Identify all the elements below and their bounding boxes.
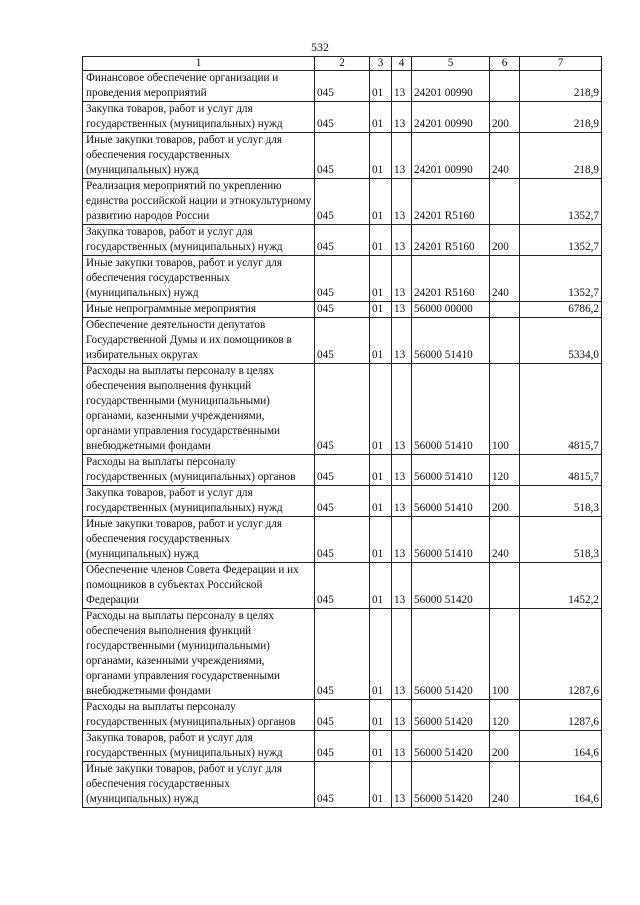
expense-type-cell	[490, 302, 520, 318]
subsection-code-cell: 13	[392, 256, 412, 302]
section-code-cell: 01	[370, 455, 392, 486]
target-item-cell: 24201 00990	[412, 133, 490, 179]
ministry-code-cell: 045	[315, 609, 370, 700]
amount-cell: 4815,7	[520, 364, 602, 455]
budget-table	[82, 56, 602, 808]
expense-name-cell: Расходы на выплаты персоналу в целях обеспечения выполнения функций государственными (муниципальными) органами, казенными учреждениями, органами управления государственными внебюджетными фондами	[83, 609, 315, 700]
ministry-code-cell: 045	[315, 762, 370, 808]
target-item-cell: 24201 00990	[412, 102, 490, 133]
subsection-code-cell: 13	[392, 455, 412, 486]
subsection-code-cell: 13	[392, 486, 412, 517]
expense-name-cell: Закупка товаров, работ и услуг для государственных (муниципальных) нужд	[83, 486, 315, 517]
expense-type-cell	[490, 318, 520, 364]
ministry-code-cell: 045	[315, 731, 370, 762]
target-item-cell: 24201 00990	[412, 71, 490, 102]
expense-name-cell: Иные закупки товаров, работ и услуг для обеспечения государственных (муниципальных) нужд	[83, 517, 315, 563]
subsection-code-cell: 13	[392, 133, 412, 179]
header-col-4: 4	[392, 57, 412, 71]
expense-name-cell: Закупка товаров, работ и услуг для государственных (муниципальных) нужд	[83, 102, 315, 133]
table-row	[83, 102, 602, 133]
target-item-cell: 56000 51410	[412, 455, 490, 486]
section-code-cell: 01	[370, 563, 392, 609]
subsection-code-cell: 13	[392, 302, 412, 318]
expense-name-cell: Обеспечение деятельности депутатов Государственной Думы и их помощников в избирательных округах	[83, 318, 315, 364]
amount-cell: 1352,7	[520, 256, 602, 302]
target-item-cell: 56000 51420	[412, 762, 490, 808]
target-item-cell: 56000 51410	[412, 517, 490, 563]
expense-type-cell: 240	[490, 517, 520, 563]
amount-cell: 4815,7	[520, 455, 602, 486]
ministry-code-cell: 045	[315, 700, 370, 731]
table-row	[83, 302, 602, 318]
target-item-cell: 24201 R5160	[412, 256, 490, 302]
expense-name-cell: Реализация мероприятий по укреплению единства российской нации и этнокультурному развитию народов России	[83, 179, 315, 225]
header-col-6: 6	[490, 57, 520, 71]
header-col-7: 7	[520, 57, 602, 71]
section-code-cell: 01	[370, 102, 392, 133]
amount-cell: 1452,2	[520, 563, 602, 609]
table-row	[83, 700, 602, 731]
target-item-cell: 56000 51410	[412, 486, 490, 517]
ministry-code-cell: 045	[315, 133, 370, 179]
header-row	[83, 57, 602, 71]
ministry-code-cell: 045	[315, 179, 370, 225]
expense-name-cell: Обеспечение членов Совета Федерации и их помощников в субъектах Российской Федерации	[83, 563, 315, 609]
expense-type-cell: 240	[490, 256, 520, 302]
table-row	[83, 71, 602, 102]
table-row	[83, 318, 602, 364]
section-code-cell: 01	[370, 517, 392, 563]
subsection-code-cell: 13	[392, 364, 412, 455]
expense-type-cell: 100	[490, 609, 520, 700]
section-code-cell: 01	[370, 71, 392, 102]
subsection-code-cell: 13	[392, 179, 412, 225]
amount-cell: 1287,6	[520, 609, 602, 700]
target-item-cell: 56000 51410	[412, 364, 490, 455]
expense-name-cell: Иные непрограммные мероприятия	[83, 302, 315, 318]
amount-cell: 1287,6	[520, 700, 602, 731]
table-row	[83, 486, 602, 517]
table-row	[83, 563, 602, 609]
expense-type-cell	[490, 563, 520, 609]
ministry-code-cell: 045	[315, 102, 370, 133]
ministry-code-cell: 045	[315, 563, 370, 609]
section-code-cell: 01	[370, 364, 392, 455]
subsection-code-cell: 13	[392, 318, 412, 364]
header-col-5: 5	[412, 57, 490, 71]
section-code-cell: 01	[370, 318, 392, 364]
target-item-cell: 24201 R5160	[412, 179, 490, 225]
expense-type-cell: 200	[490, 102, 520, 133]
ministry-code-cell: 045	[315, 455, 370, 486]
amount-cell: 1352,7	[520, 179, 602, 225]
expense-type-cell: 240	[490, 133, 520, 179]
expense-name-cell: Иные закупки товаров, работ и услуг для обеспечения государственных (муниципальных) нужд	[83, 133, 315, 179]
expense-name-cell: Закупка товаров, работ и услуг для государственных (муниципальных) нужд	[83, 731, 315, 762]
target-item-cell: 56000 00000	[412, 302, 490, 318]
header-col-3: 3	[370, 57, 392, 71]
table-row	[83, 256, 602, 302]
table-row	[83, 517, 602, 563]
table-body	[83, 71, 602, 808]
amount-cell: 164,6	[520, 731, 602, 762]
table-row	[83, 225, 602, 256]
expense-name-cell: Иные закупки товаров, работ и услуг для обеспечения государственных (муниципальных) нужд	[83, 256, 315, 302]
ministry-code-cell: 045	[315, 225, 370, 256]
subsection-code-cell: 13	[392, 102, 412, 133]
table-row	[83, 364, 602, 455]
amount-cell: 164,6	[520, 762, 602, 808]
expense-type-cell: 200	[490, 731, 520, 762]
amount-cell: 518,3	[520, 486, 602, 517]
expense-type-cell	[490, 179, 520, 225]
subsection-code-cell: 13	[392, 225, 412, 256]
amount-cell: 5334,0	[520, 318, 602, 364]
expense-type-cell: 200	[490, 225, 520, 256]
expense-type-cell: 200	[490, 486, 520, 517]
table-row	[83, 133, 602, 179]
target-item-cell: 56000 51420	[412, 731, 490, 762]
section-code-cell: 01	[370, 133, 392, 179]
table-row	[83, 762, 602, 808]
amount-cell: 518,3	[520, 517, 602, 563]
section-code-cell: 01	[370, 256, 392, 302]
amount-cell: 218,9	[520, 71, 602, 102]
subsection-code-cell: 13	[392, 700, 412, 731]
expense-type-cell	[490, 71, 520, 102]
amount-cell: 218,9	[520, 102, 602, 133]
expense-name-cell: Закупка товаров, работ и услуг для государственных (муниципальных) нужд	[83, 225, 315, 256]
target-item-cell: 56000 51420	[412, 563, 490, 609]
section-code-cell: 01	[370, 700, 392, 731]
amount-cell: 6786,2	[520, 302, 602, 318]
table-header	[83, 57, 602, 71]
ministry-code-cell: 045	[315, 256, 370, 302]
subsection-code-cell: 13	[392, 762, 412, 808]
subsection-code-cell: 13	[392, 731, 412, 762]
expense-name-cell: Финансовое обеспечение организации и проведения мероприятий	[83, 71, 315, 102]
amount-cell: 1352,7	[520, 225, 602, 256]
table-row	[83, 179, 602, 225]
expense-name-cell: Иные закупки товаров, работ и услуг для обеспечения государственных (муниципальных) нужд	[83, 762, 315, 808]
target-item-cell: 56000 51420	[412, 609, 490, 700]
table-row	[83, 455, 602, 486]
ministry-code-cell: 045	[315, 318, 370, 364]
expense-name-cell: Расходы на выплаты персоналу в целях обеспечения выполнения функций государственными (муниципальными) органами, казенными учреждениями, органами управления государственными внебюджетными фондами	[83, 364, 315, 455]
subsection-code-cell: 13	[392, 609, 412, 700]
section-code-cell: 01	[370, 486, 392, 517]
page-number: 532	[311, 40, 329, 54]
section-code-cell: 01	[370, 225, 392, 256]
target-item-cell: 56000 51410	[412, 318, 490, 364]
subsection-code-cell: 13	[392, 71, 412, 102]
ministry-code-cell: 045	[315, 486, 370, 517]
header-col-1: 1	[83, 57, 315, 71]
expense-type-cell: 240	[490, 762, 520, 808]
expense-type-cell: 100	[490, 364, 520, 455]
header-col-2: 2	[315, 57, 370, 71]
ministry-code-cell: 045	[315, 302, 370, 318]
ministry-code-cell: 045	[315, 71, 370, 102]
subsection-code-cell: 13	[392, 563, 412, 609]
target-item-cell: 56000 51420	[412, 700, 490, 731]
table-row	[83, 609, 602, 700]
expense-type-cell: 120	[490, 700, 520, 731]
section-code-cell: 01	[370, 302, 392, 318]
expense-name-cell: Расходы на выплаты персоналу государственных (муниципальных) органов	[83, 455, 315, 486]
target-item-cell: 24201 R5160	[412, 225, 490, 256]
expense-type-cell: 120	[490, 455, 520, 486]
section-code-cell: 01	[370, 179, 392, 225]
amount-cell: 218,9	[520, 133, 602, 179]
subsection-code-cell: 13	[392, 517, 412, 563]
section-code-cell: 01	[370, 731, 392, 762]
expense-name-cell: Расходы на выплаты персоналу государственных (муниципальных) органов	[83, 700, 315, 731]
section-code-cell: 01	[370, 609, 392, 700]
table-row	[83, 731, 602, 762]
ministry-code-cell: 045	[315, 364, 370, 455]
section-code-cell: 01	[370, 762, 392, 808]
ministry-code-cell: 045	[315, 517, 370, 563]
